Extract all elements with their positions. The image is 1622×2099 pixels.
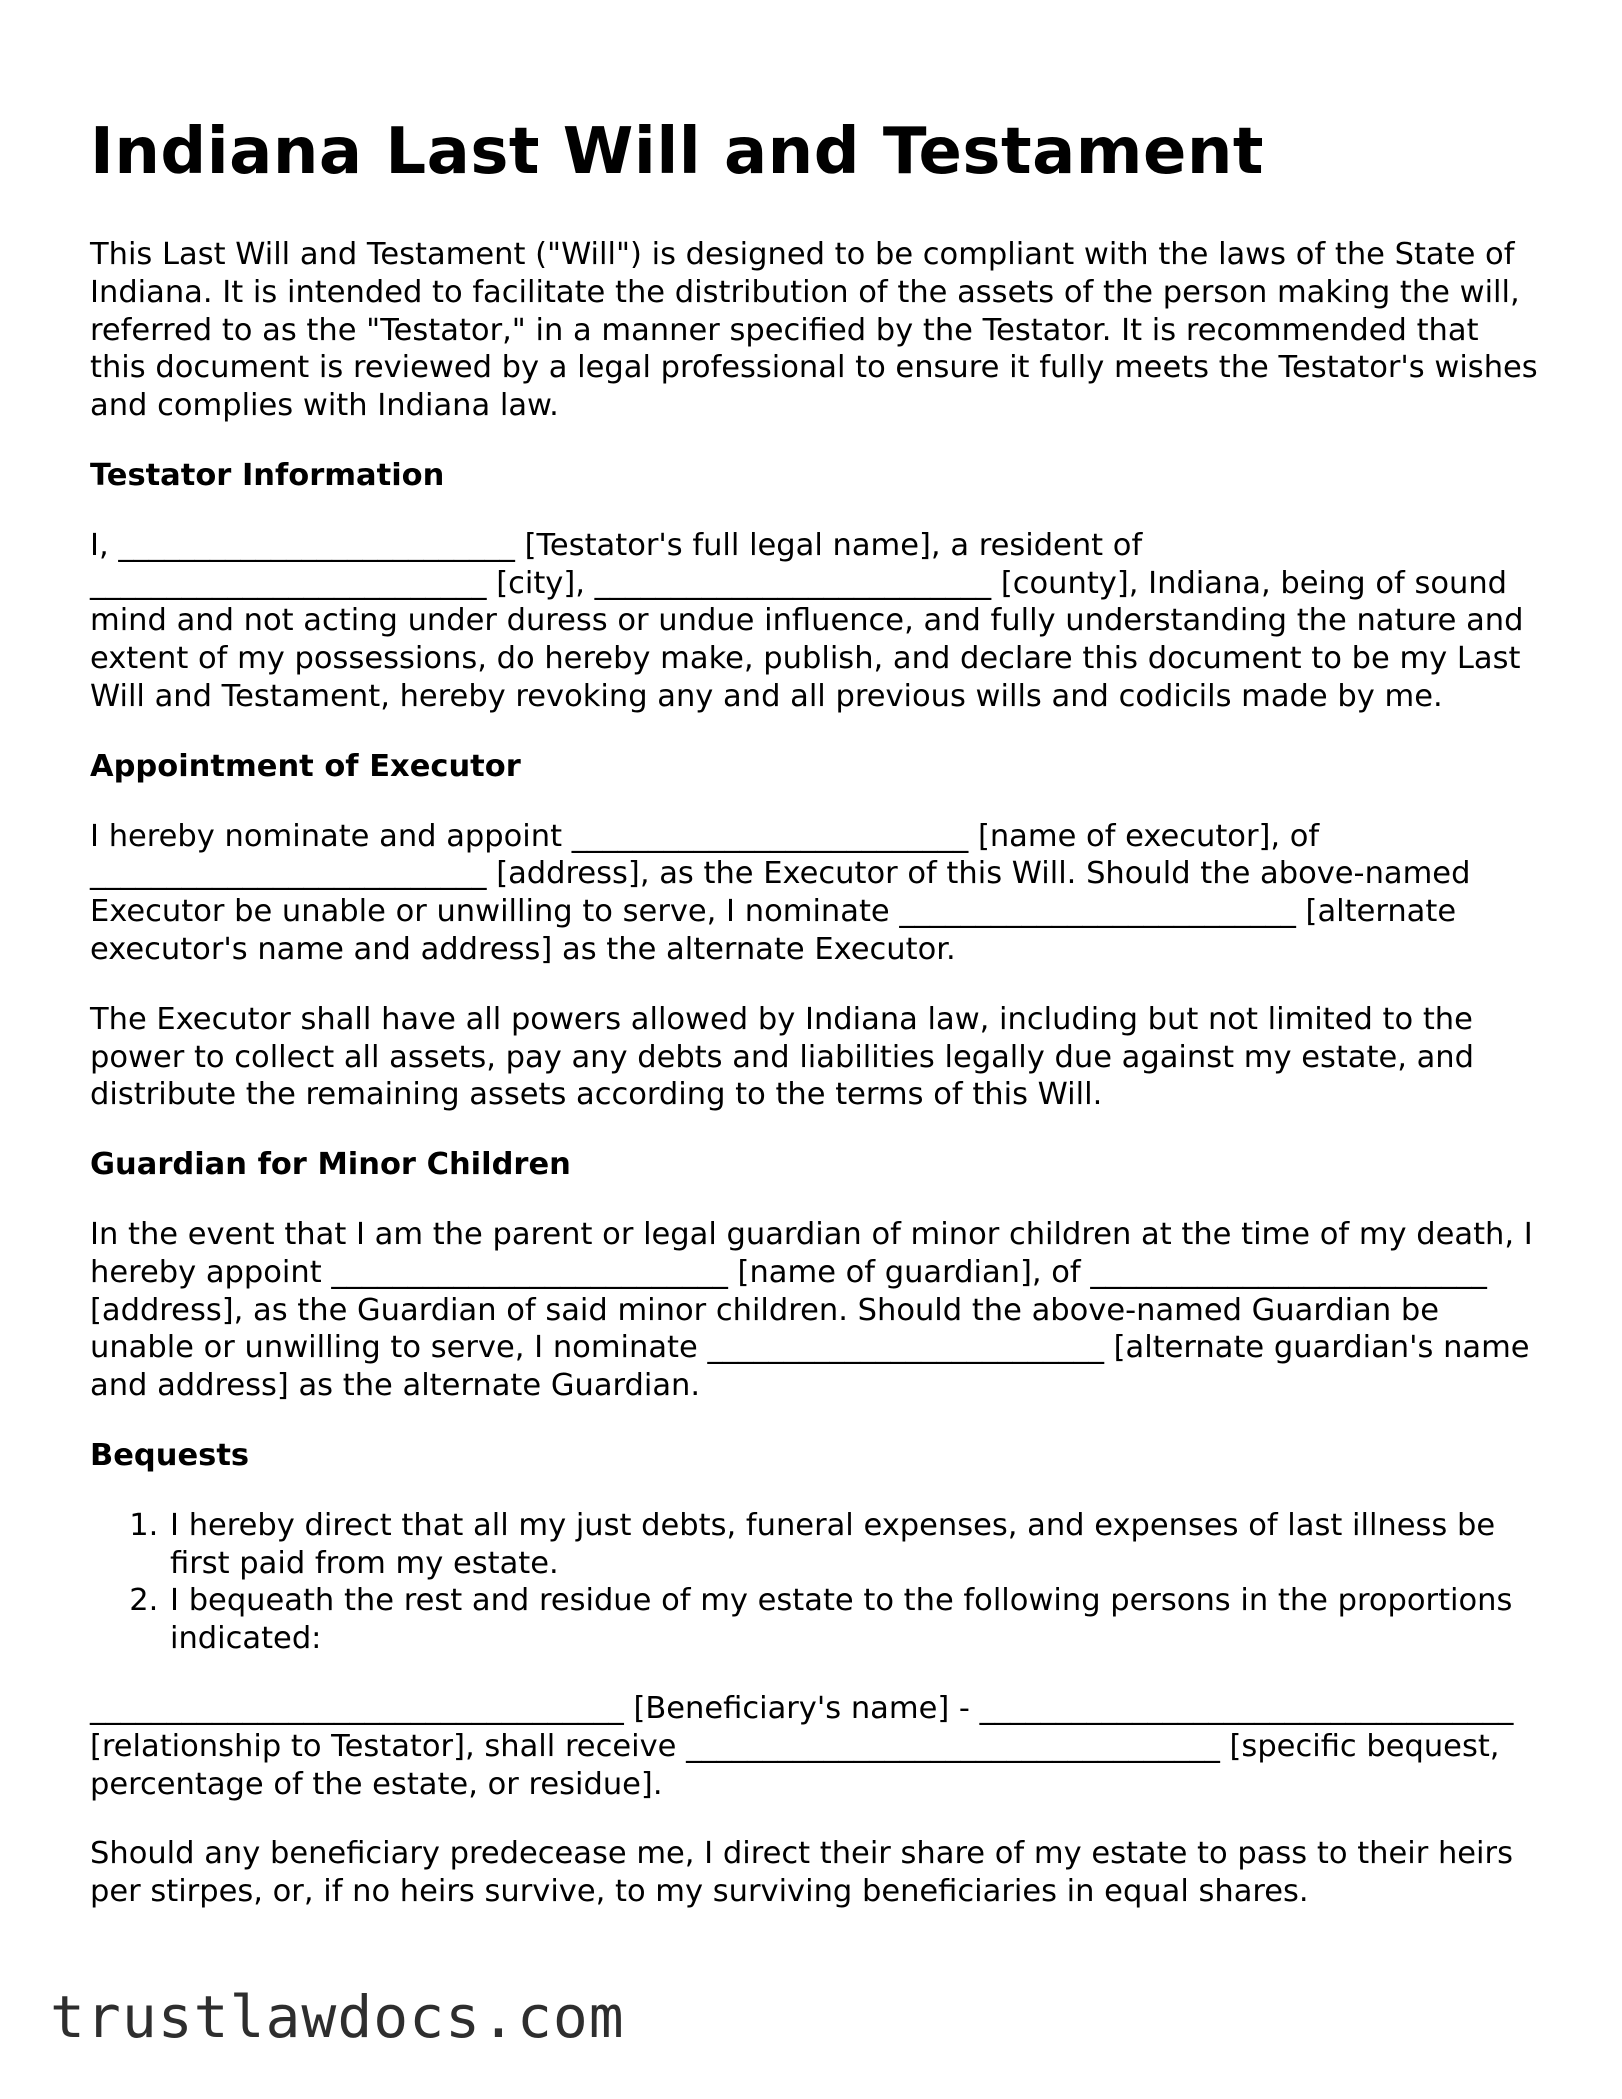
predecease-paragraph: Should any beneficiary predecease me, I direct their share of my estate to pass to their heirs per stirpes, or, if no heirs survive, to my surviving beneficiaries in equal shares. [90,1836,1513,1910]
bequests-list [90,1507,1540,1658]
bequests-heading: Bequests [90,1437,250,1473]
document-page [90,0,1540,1911]
watermark: trustlawdocs.com [50,1983,625,2051]
document-title: Indiana Last Will and Testament [90,115,1264,189]
testator-heading: Testator Information [90,457,445,493]
executor-powers-paragraph: The Executor shall have all powers allowed by Indiana law, including but not limited to the power to collect all assets, pay any debts and liabilities legally due against my estate, and distribute the remaining assets according to the terms of this Will. [90,1001,1474,1113]
beneficiary-paragraph: ___________________________________ [Beneficiary's name] - ___________________________________ [relationship to Testator], shall receive ___________________________________ [specific bequest, percentage of the estate, or residue]. [90,1690,1514,1802]
executor-heading: Appointment of Executor [90,748,521,784]
bequest-item: 2. I bequeath the rest and residue of my estate to the following persons in the proportions indicated: [168,1582,1540,1658]
guardian-heading: Guardian for Minor Children [90,1147,571,1183]
intro-paragraph: This Last Will and Testament ("Will") is designed to be compliant with the laws of the State of Indiana. It is intended to facilitate the distribution of the assets of the person making the will, referred to as the "Testator," in a manner specified by the Testator. It is recommended that this document is reviewed by a legal professional to ensure it fully meets the Testator's wishes and complies with Indiana law. [90,237,1538,424]
testator-paragraph: I, __________________________ [Testator's full legal name], a resident of __________________________ [city], __________________________ [county], Indiana, being of sound mind and not acting under duress or undue influence, and fully understanding the nature and extent of my possessions, do hereby make, publish, and declare this document to be my Last Will and Testament, hereby revoking any and all previous wills and codicils made by me. [90,527,1524,714]
bequest-item: 1. I hereby direct that all my just debts, funeral expenses, and expenses of last illness be first paid from my estate. [168,1507,1540,1583]
executor-paragraph: I hereby nominate and appoint __________________________ [name of executor], of __________________________ [address], as the Executor of this Will. Should the above-named Executor be unable or unwilling to serve, I nominate __________________________ [alternate executor's name and address] as the alternate Executor. [90,818,1471,967]
guardian-paragraph: In the event that I am the parent or legal guardian of minor children at the time of my death, I hereby appoint __________________________ [name of guardian], of __________________________ [address], as the Guardian of said minor children. Should the above-named Guardian be unable or unwilling to serve, I nominate __________________________ [alternate guardian's name and address] as the alternate Guardian. [90,1216,1533,1404]
